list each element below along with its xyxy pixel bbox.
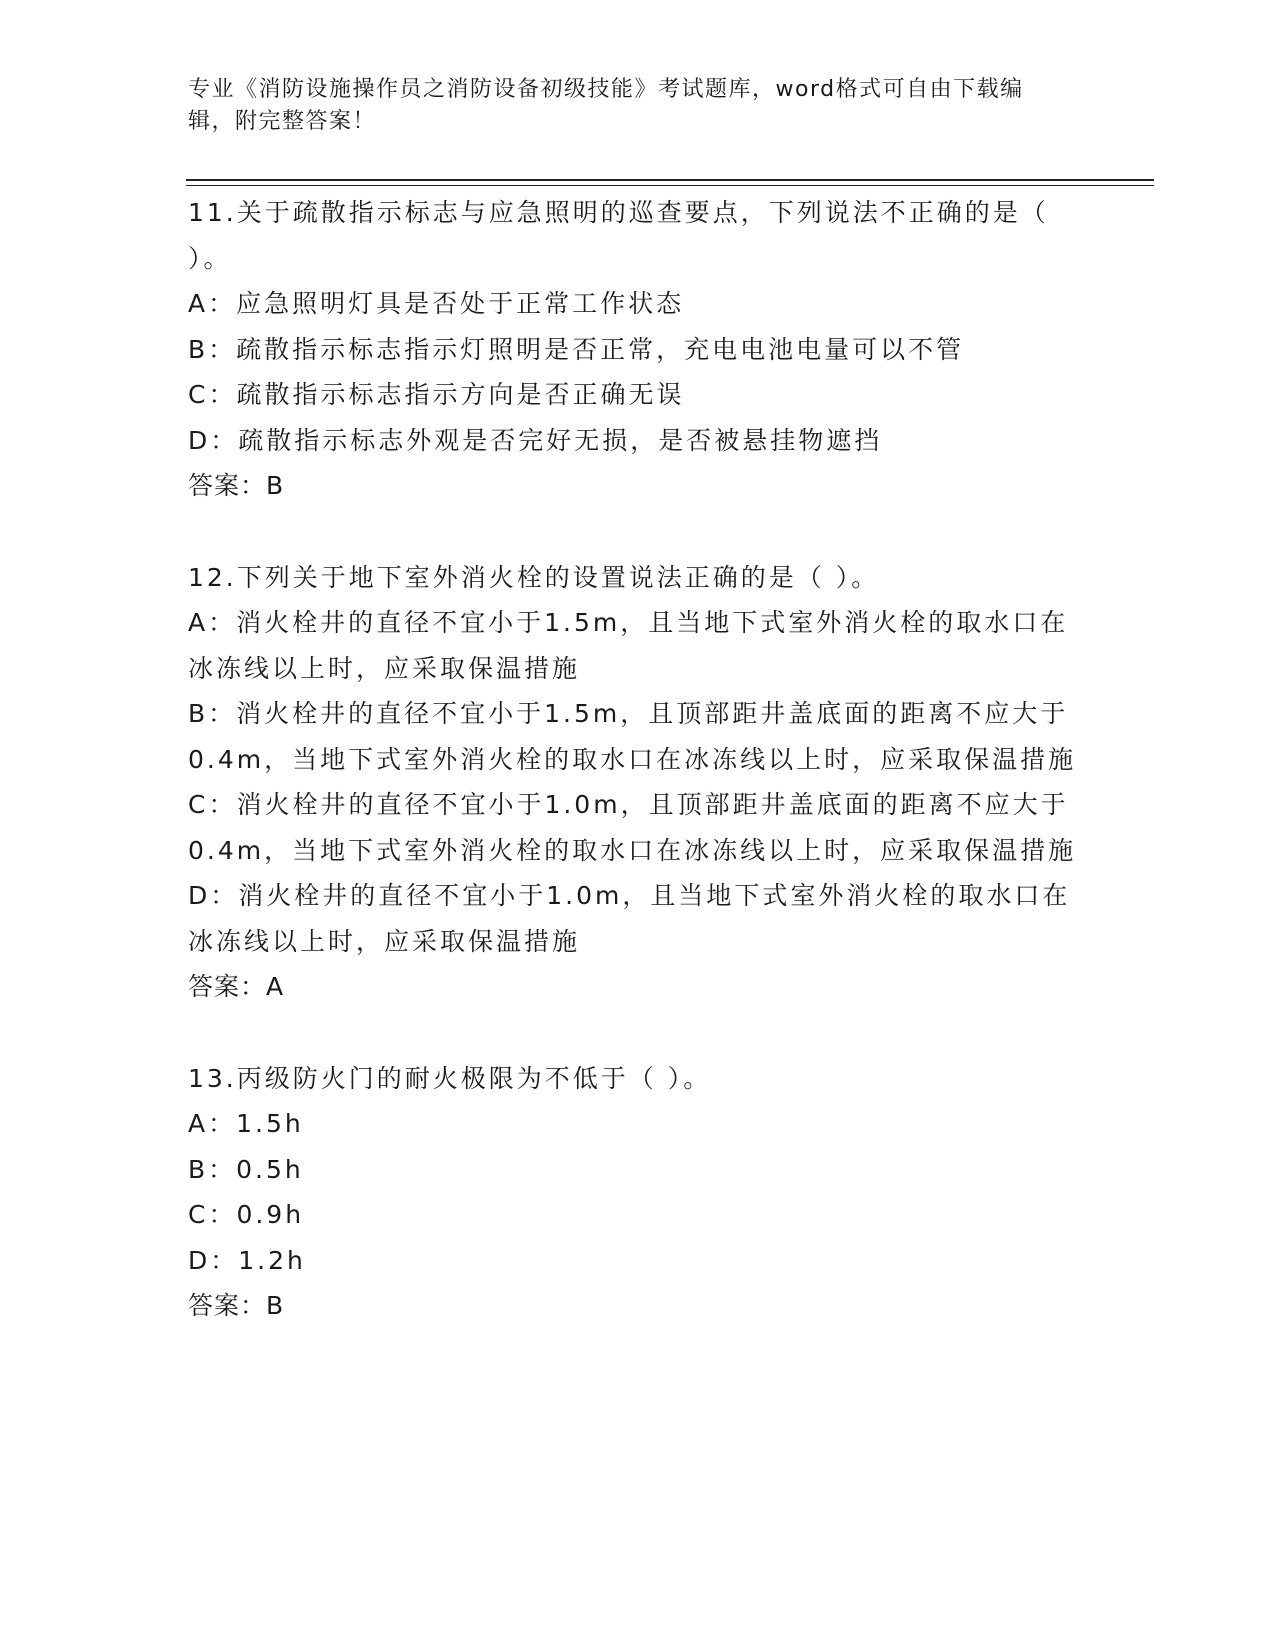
option-a: A：1.5h — [188, 1109, 304, 1138]
answer-label: 答案：A — [188, 972, 285, 1001]
question-13 — [188, 1056, 1088, 1329]
option-a: A：消火栓井的直径不宜小于1.5m，且当地下式室外消火栓的取水口在冰冻线以上时，应采取保温措施 — [188, 608, 1069, 683]
question-list — [188, 188, 1088, 1375]
option-d: D：疏散指示标志外观是否完好无损，是否被悬挂物遮挡 — [188, 425, 883, 455]
option-b: B：0.5h — [188, 1154, 304, 1184]
option-b: B：消火栓井的直径不宜小于1.5m，且顶部距井盖底面的距离不应大于0.4m，当地下式室外消火栓的取水口在冰冻线以上时，应采取保温措施 — [188, 699, 1077, 774]
header-divider-thick — [186, 179, 1154, 181]
question-12 — [188, 555, 1088, 1010]
question-stem: 12.下列关于地下室外消火栓的设置说法正确的是（ ）。 — [188, 562, 880, 592]
option-c: C：0.9h — [188, 1200, 305, 1229]
answer-label: 答案：B — [188, 471, 285, 500]
header-divider-thin — [186, 185, 1154, 186]
question-stem: 13.丙级防火门的耐火极限为不低于（ ）。 — [188, 1063, 712, 1093]
option-a: A：应急照明灯具是否处于正常工作状态 — [188, 289, 685, 318]
option-c: C：疏散指示标志指示方向是否正确无误 — [188, 380, 685, 409]
document-header: 专业《消防设施操作员之消防设备初级技能》考试题库，word格式可自由下载编辑，附完整答案！ — [188, 77, 1024, 134]
option-c: C：消火栓井的直径不宜小于1.0m，且顶部距井盖底面的距离不应大于0.4m，当地下式室外消火栓的取水口在冰冻线以上时，应采取保温措施 — [188, 790, 1077, 865]
option-b: B：疏散指示标志指示灯照明是否正常，充电电池电量可以不管 — [188, 334, 965, 364]
question-stem: 11.关于疏散指示标志与应急照明的巡查要点，下列说法不正确的是（ ）。 — [188, 198, 1049, 273]
question-11 — [188, 190, 1088, 509]
answer-label: 答案：B — [188, 1291, 285, 1320]
option-d: D：1.2h — [188, 1245, 306, 1275]
option-d: D：消火栓井的直径不宜小于1.0m，且当地下式室外消火栓的取水口在冰冻线以上时，应采取保温措施 — [188, 881, 1071, 956]
